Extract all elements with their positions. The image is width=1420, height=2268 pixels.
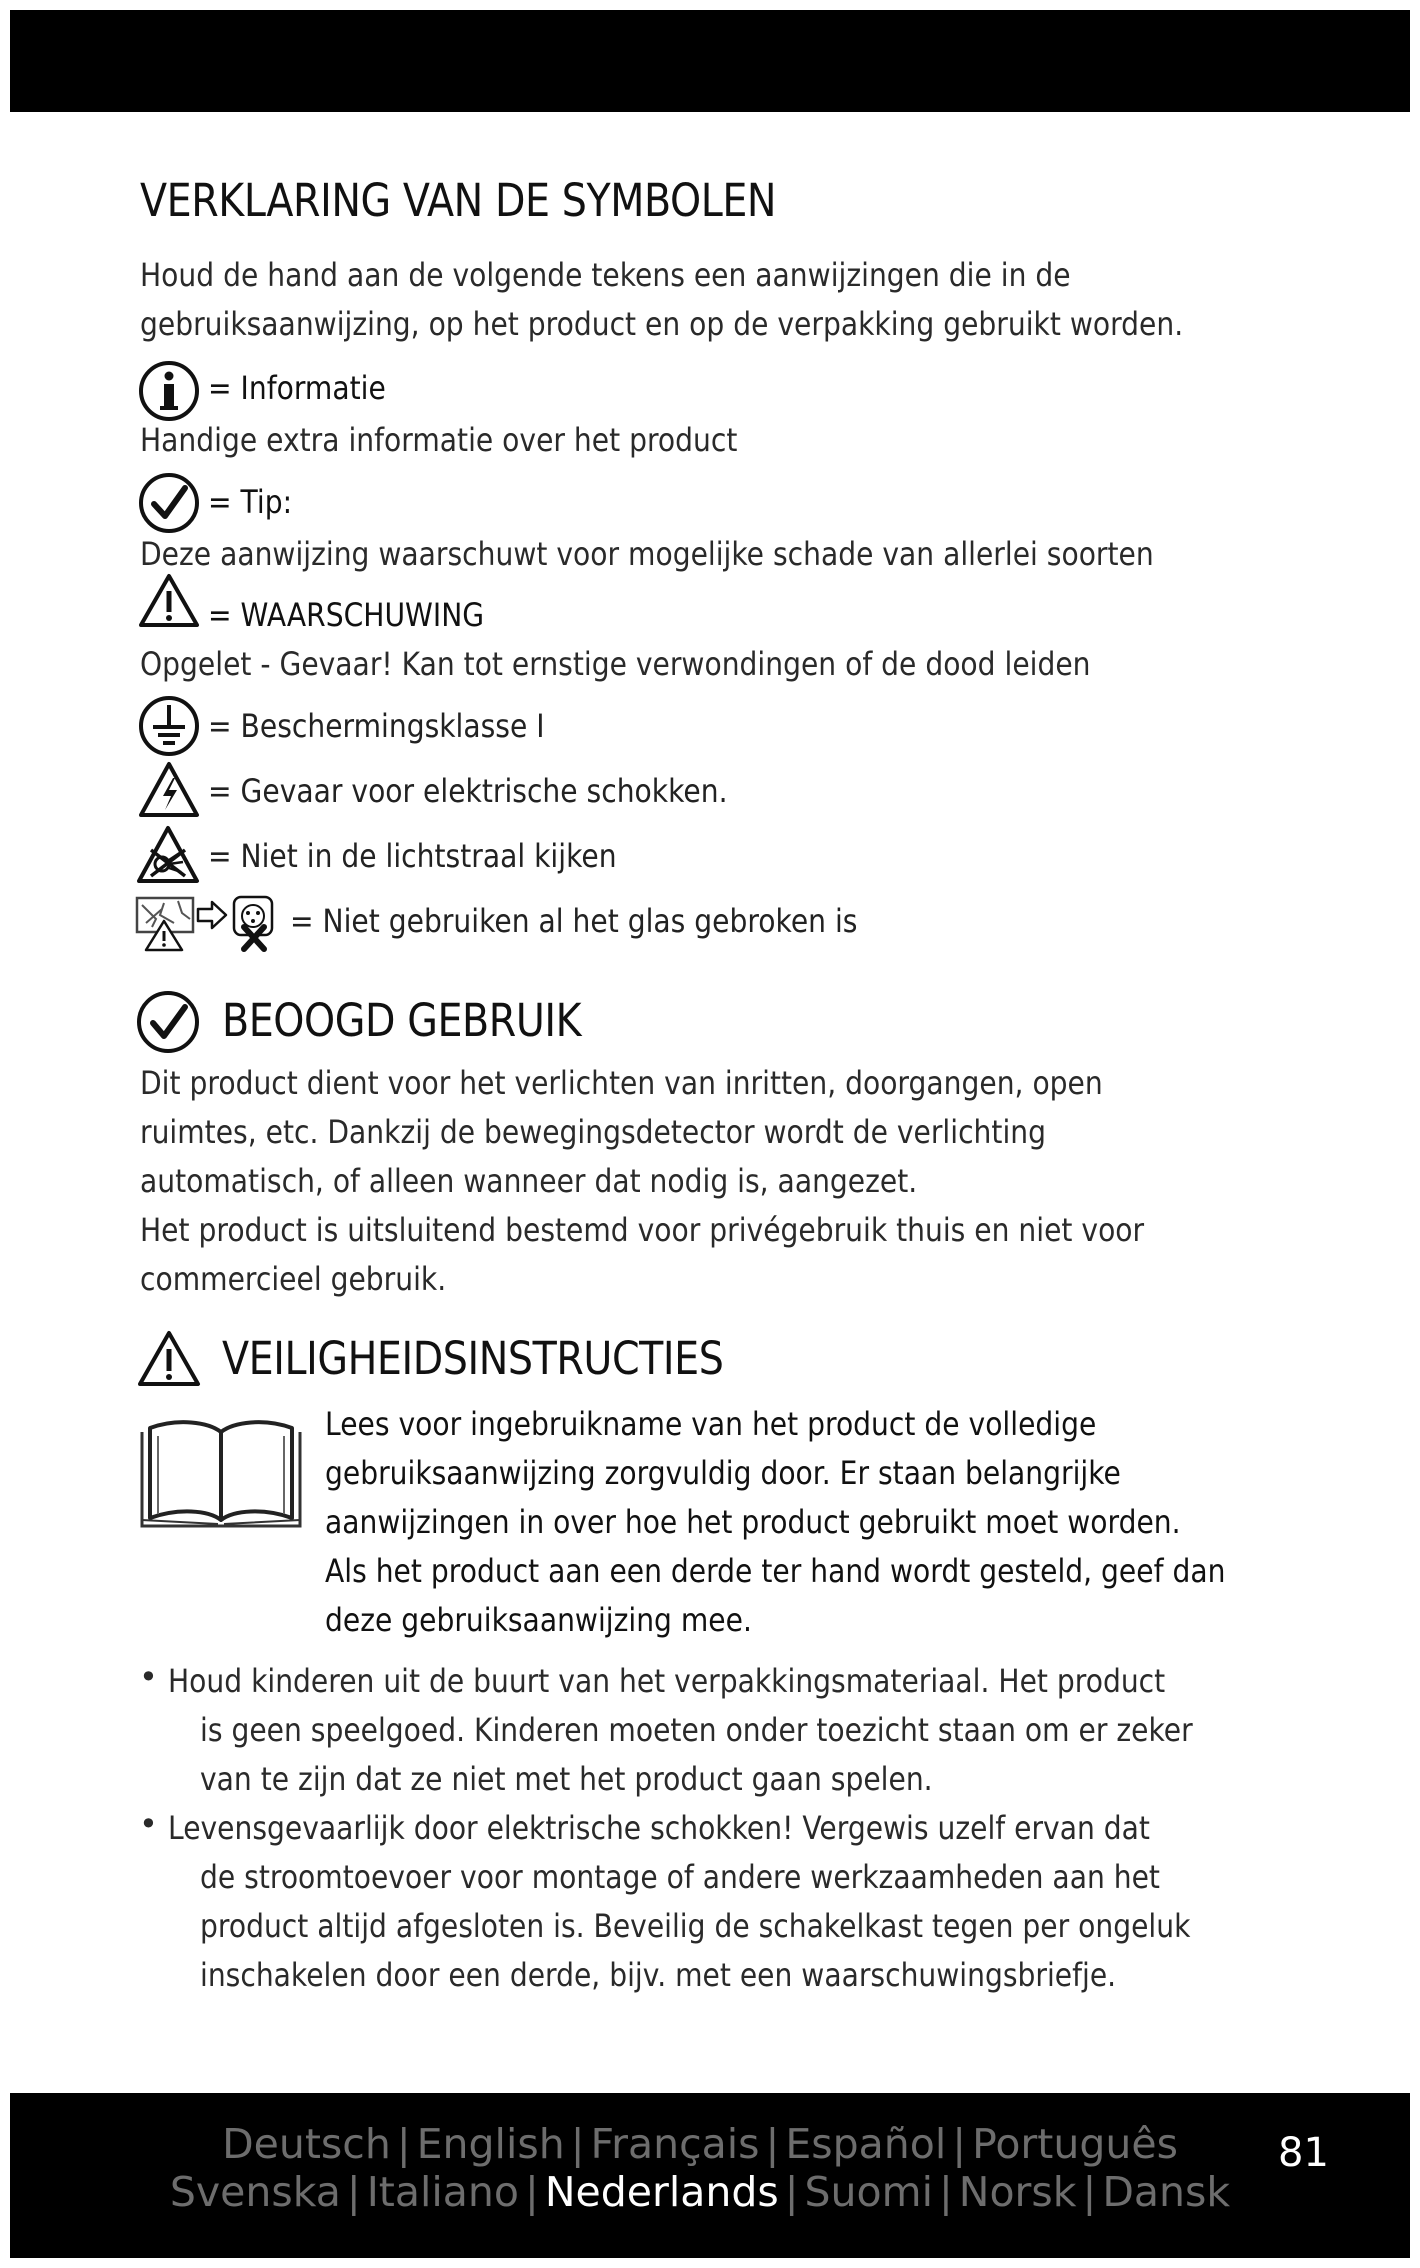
protective-earth-icon (138, 695, 200, 757)
warning-triangle-icon (137, 572, 201, 630)
shock-label: = Gevaar voor elektrische schokken. (208, 772, 728, 810)
tip-description: Deze aanwijzing waarschuwt voor mogelijke schade van allerlei soorten (140, 535, 1154, 573)
section-title-intended-use: BEOOGD GEBRUIK (222, 994, 582, 1047)
manual-line-1: Lees voor ingebruikname van het product de volledige (325, 1405, 1097, 1443)
lang-link-espanol[interactable]: Español (785, 2120, 947, 2168)
use-line-2: ruimtes, etc. Dankzij de bewegingsdetector wordt de verlichting (140, 1113, 1046, 1151)
checkmark-circle-icon (136, 990, 200, 1054)
info-description: Handige extra informatie over het product (140, 421, 738, 459)
lang-link-deutsch[interactable]: Deutsch (222, 2120, 391, 2168)
bullet-2-line-3: product altijd afgesloten is. Beveilig de schakelkast tegen per ongeluk (200, 1907, 1191, 1945)
light-label: = Niet in de lichtstraal kijken (208, 837, 617, 875)
checkmark-circle-icon (138, 472, 200, 534)
lang-link-english[interactable]: English (416, 2120, 565, 2168)
warning-triangle-icon (136, 1329, 202, 1389)
manual-line-4: Als het product aan een derde ter hand wordt gesteld, geef dan (325, 1552, 1226, 1590)
bullet-marker: • (139, 1658, 158, 1696)
lang-separator: | (784, 2168, 799, 2216)
use-line-3: automatisch, of alleen wanneer dat nodig is, aangezet. (140, 1162, 918, 1200)
use-line-4: Het product is uitsluitend bestemd voor privégebruik thuis en niet voor (140, 1211, 1145, 1249)
lang-separator: | (1082, 2168, 1097, 2216)
lang-link-portugues[interactable]: Português (972, 2120, 1178, 2168)
glass-label: = Niet gebruiken al het glas gebroken is (290, 902, 858, 940)
bullet-1-line-3: van te zijn dat ze niet met het product gaan spelen. (200, 1760, 933, 1798)
bullet-1-line-1: Houd kinderen uit de buurt van het verpakkingsmateriaal. Het product (168, 1662, 1166, 1700)
lang-separator: | (346, 2168, 361, 2216)
warning-label: = WAARSCHUWING (208, 596, 485, 634)
page-number: 81 (1278, 2130, 1329, 2176)
bullet-1-line-2: is geen speelgoed. Kinderen moeten onder toezicht staan om er zeker (200, 1711, 1193, 1749)
info-icon (138, 360, 200, 422)
symbols-intro-line-1: Houd de hand aan de volgende tekens een aanwijzingen die in de (140, 256, 1071, 294)
lang-separator: | (765, 2120, 780, 2168)
lang-link-nederlands-active[interactable]: Nederlands (544, 2168, 779, 2216)
language-nav-row-2 (0, 2168, 1410, 2216)
protection-class-label: = Beschermingsklasse I (208, 707, 545, 745)
lang-link-italiano[interactable]: Italiano (366, 2168, 519, 2216)
section-title-symbols: VERKLARING VAN DE SYMBOLEN (140, 174, 777, 227)
manual-line-5: deze gebruiksaanwijzing mee. (325, 1601, 752, 1639)
lang-separator: | (952, 2120, 967, 2168)
manual-line-2: gebruiksaanwijzing zorgvuldig door. Er staan belangrijke (325, 1454, 1121, 1492)
use-line-5: commercieel gebruik. (140, 1260, 447, 1298)
broken-glass-icon (134, 893, 284, 953)
lang-link-svenska[interactable]: Svenska (169, 2168, 341, 2216)
bullet-2-line-4: inschakelen door een derde, bijv. met een waarschuwingsbriefje. (200, 1956, 1117, 1994)
electric-shock-icon (137, 760, 201, 820)
lang-separator: | (396, 2120, 411, 2168)
language-nav-row-1 (0, 2120, 1410, 2168)
lang-link-suomi[interactable]: Suomi (804, 2168, 933, 2216)
lang-link-norsk[interactable]: Norsk (958, 2168, 1077, 2216)
top-black-bar (10, 10, 1410, 112)
section-title-safety: VEILIGHEIDSINSTRUCTIES (222, 1332, 724, 1385)
lang-link-francais[interactable]: Français (590, 2120, 760, 2168)
symbols-intro-line-2: gebruiksaanwijzing, op het product en op de verpakking gebruikt worden. (140, 305, 1184, 343)
info-label: = Informatie (208, 369, 386, 407)
lang-link-dansk[interactable]: Dansk (1102, 2168, 1231, 2216)
tip-label: = Tip: (208, 483, 293, 521)
lang-separator: | (938, 2168, 953, 2216)
manual-line-3: aanwijzingen in over hoe het product gebruikt moet worden. (325, 1503, 1181, 1541)
bullet-2-line-2: de stroomtoevoer voor montage of andere werkzaamheden aan het (200, 1858, 1160, 1896)
lang-separator: | (524, 2168, 539, 2216)
warning-description: Opgelet - Gevaar! Kan tot ernstige verwondingen of de dood leiden (140, 645, 1091, 683)
bullet-marker: • (139, 1805, 158, 1843)
open-book-icon (138, 1410, 304, 1530)
use-line-1: Dit product dient voor het verlichten van inritten, doorgangen, open (140, 1064, 1103, 1102)
lang-separator: | (570, 2120, 585, 2168)
bullet-2-line-1: Levensgevaarlijk door elektrische schokken! Vergewis uzelf ervan dat (168, 1809, 1150, 1847)
no-look-light-icon (135, 824, 201, 886)
